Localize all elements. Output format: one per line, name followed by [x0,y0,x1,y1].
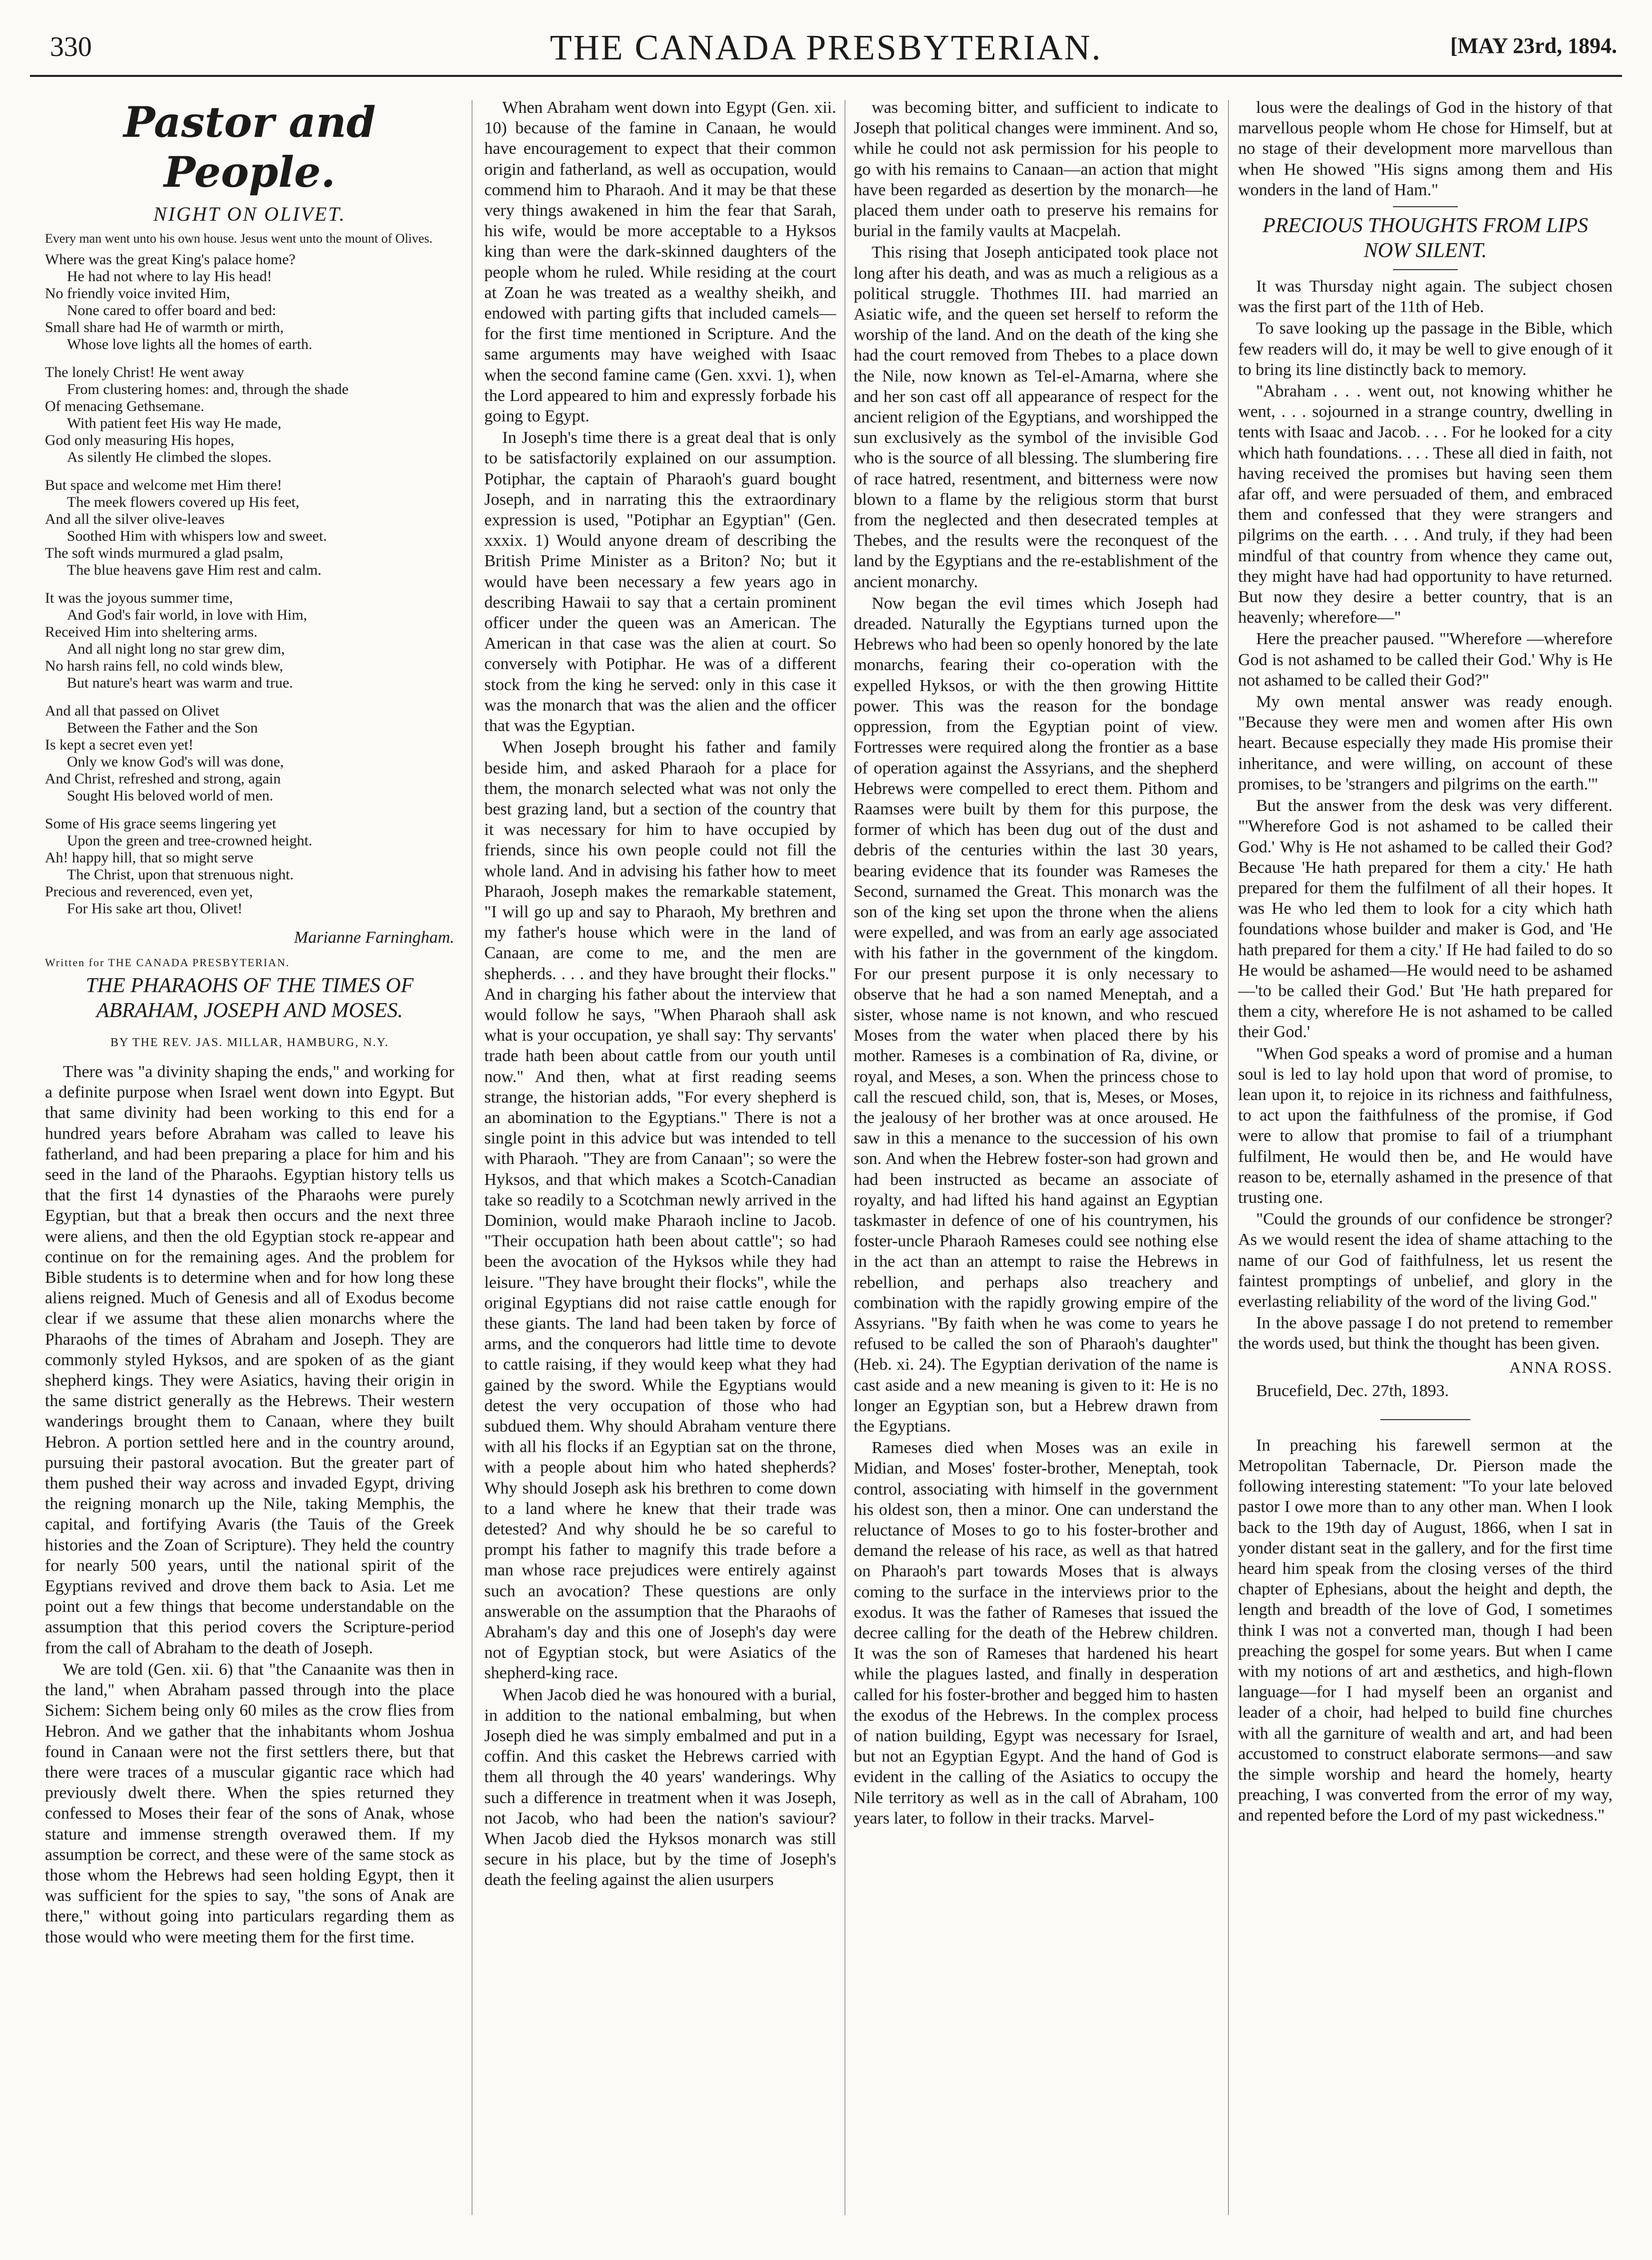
paragraph: My own mental answer was ready enough. "Because they were men and women after His own heart. Because especially they made His promise their inheritance, and were willing, on account of these promises, to be 'strangers and pilgrims on the earth.'" [1238,693,1613,793]
poem-line: And all the silver olive-leaves [45,511,225,527]
column-rule [1228,100,1229,2215]
paragraph: When Jacob died he was honoured with a burial, in addition to the national embalming, but when Joseph died he was simply embalmed and put in a coffin. And this casket the Hebrews carried with them all through the 40 years' wanderings. Why such a difference in treatment when it was Joseph, not Jacob, who had been the nation's saviour? When Jacob died the Hyksos monarch was still secure in his place, but by the time of Joseph's death the feeling against the alien usurpers [484,1685,836,1889]
paragraph: In preaching his farewell sermon at the Metropolitan Tabernacle, Dr. Pierson made the following interesting statement: "To your late beloved pastor I owe more than to any other man. When I look back to the 19th day of August, 1866, when I sat in yonder distant seat in the gallery, and for the first time heard him speak from the closing verses of the third chapter of Ephesians, about the height and depth, the length and breadth of the love of God, I sometimes think I was not a converted man, though I had been preaching the gospel for some years. But when I came with my notions of art and æsthetics, and high-flown language—for I had myself been an organist and leader of a choir, had helped to build fine churches with all the garniture of wealth and art, and had been accustomed to construct elaborate sermons—and saw the simple worship and heard the homely, hearty preaching, I was converted from the error of my way, and repented before the Lord of my past wickedness." [1238,1436,1613,1825]
poem-line: And Christ, refreshed and strong, again [45,770,281,787]
article-text [1238,97,1613,200]
paragraph: "When God speaks a word of promise and a human soul is led to lay hold upon that word of promise, to lean upon it, to rejoice in its richness and faithfulness, to act upon the faithfulness of the promise, if God were to allow that promise to fail of a triumphant fulfilment, He would then be, and He would have reason to be, eternally ashamed in the presence of that trusting one. [1238,1044,1613,1207]
poem-line: Received Him into sheltering arms. [45,624,258,640]
poem-line: With patient feet His way He made, [67,415,282,431]
poem-title: NIGHT ON OLIVET. [153,203,346,225]
section-title: Pastor and People. [123,97,376,197]
poem-line: For His sake art thou, Olivet! [67,900,243,917]
paragraph: Rameses died when Moses was an exile in Midian, and Moses' foster-brother, Meneptah, took control, associating with himself in the government his oldest son, then a minor. One can understand the reluctance of Moses to go to his foster-brother and demand the release of his race, as well as that hatred on Pharaoh's part towards Moses that is always coming to the surface in the interviews prior to the exodus. It was the father of Rameses that issued the decree calling for the death of the Hebrew children. It was the son of Rameses that hardened his heart while the plagues lasted, and finally in desperation called for his foster-brother and begged him to hasten the exodus of the Hebrews. In the complex process of nation building, Egypt was necessary for Israel, but not an Egyptian Egypt. And the hand of God is evident in the calling of the Asiatics to occupy the Nile territory as well as in the call of Abraham, 100 years later, to follow in their tracks. Marvel- [854,1439,1218,1828]
poem-line: The soft winds murmured a glad psalm, [45,545,284,561]
poem-line: Where was the great King's palace home? [45,251,296,268]
paragraph: lous were the dealings of God in the history of that marvellous people whom He chose for Himself, but at no stage of their development more marvellous than when He showed "His signs among them and His wonders in the land of Ham." [1238,98,1613,199]
paragraph: We are told (Gen. xii. 6) that "the Canaanite was then in the land," when Abraham passed through into the place Sichem: Sichem being only 60 miles as the crow flies from Hebron. And we gather that the inhabitants whom Joshua found in Canaan were not the first settlers there, but that there were traces of a muscular gigantic race which had previously dwelt there. When the spies returned they confessed to Moses their fear of the sons of Anak, whose stature and immense strength overawed them. If my assumption be correct, and these were of the same stock as those whom the Hebrews had seen holding Egypt, then it was sufficient for the spies to say, "the sons of Anak are there," without going into particulars regarding them as those would who were meeting them for the first time. [45,1660,454,1946]
paragraph: In Joseph's time there is a great deal that is only to be satisfactorily explained on our assumption. Potiphar, the captain of Pharaoh's guard bought Joseph, and in narrating this the extraordinary expression is used, "Potiphar an Egyptian" (Gen. xxxix. 1) Would anyone dream of describing the British Prime Minister as a Briton? No; but it would have been necessary a few years ago in describing Hawaii to say that a certain prominent officer under the queen was an American. The American in that case was the alien at court. So conversely with Potiphar. He was of a different stock from the king he served: only in this case it was the monarch that was the alien and the officer that was the Egyptian. [484,428,836,736]
poem-line: God only measuring His hopes, [45,432,235,448]
poem-line: Soothed Him with whispers low and sweet. [67,528,327,544]
poem-line: The Christ, upon that strenuous night. [67,866,294,883]
poem-stanza [45,364,454,466]
divider [1393,269,1458,270]
signature: ANNA ROSS. [1509,1358,1613,1376]
poem-stanza [45,251,454,353]
paragraph: This rising that Joseph anticipated took place not long after his death, and was as much a religious as a political struggle. Thothmes III. had married an Asiatic wife, and the queen set herself to reform the worship of the land. And on the death of the king she had the court removed from Thebes to a place down the Nile, now known as Tel-el-Amarna, where she and her son cast off all appearance of respect for the ancient religion of the Egyptians, and worshipped the sun exclusively as the symbol of the invisible God who is the source of all blessing. The slumbering fire of race hatred, resentment, and bitterness were now blown to a flame by the religious storm that burst from the neglected and then desecrated temples at Thebes, and the results were the reconquest of the land by the Egyptians and the re-establishment of the ancient monarchy. [854,243,1218,591]
poem-line: Sought His beloved world of men. [67,787,274,804]
signature-date: Brucefield, Dec. 27th, 1893. [1256,1381,1449,1400]
paragraph: To save looking up the passage in the Bible, which few readers will do, it may be well to give enough of it to bring its line distinctly back to memory. [1238,319,1613,379]
column-3 [854,97,1218,1830]
paragraph: But the answer from the desk was very different. "'Wherefore God is not ashamed to be called their God.' Why is He not ashamed to be called their God? Because 'He hath prepared for them a city.' He hath prepared for them the fulfilment of all their hopes. It was He who led them to look for a city which hath foundations whose builder and maker is God, and 'He hath prepared for them a city.' If He had failed to do so He would be ashamed—He would need to be ashamed—'to be called their God.' But 'He hath prepared for them a city, wherefore He is not ashamed to be called their God.' [1238,796,1613,1042]
page-number: 330 [50,31,92,62]
masthead: THE CANADA PRESBYTERIAN. [550,27,1102,67]
divider [1380,1419,1470,1420]
poem-line: Precious and reverenced, even yet, [45,883,253,900]
poem-line: And all night long no star grew dim, [67,641,285,657]
poem-stanza [45,815,454,917]
page-header [30,20,1622,77]
paragraph: There was "a divinity shaping the ends," and working for a definite purpose when Israel went down into Egypt. But that same divinity had been working to this end for a hundred years before Abraham was called to leave his fatherland, and had been preparing a place for him and his seed in the land of the Pharaohs. Egyptian history tells us that the first 14 dynasties of the Pharaohs were purely Egyptian, but that a break then occurs and the next three were aliens, and then the old Egyptian stock re-appear and continue on for the remaining ages. And the problem for Bible students is to determine when and for how long these aliens reigned. Much of Genesis and all of Exodus become clear if we assume that these alien monarchs where the Pharaohs of the times of Abraham and Joseph. They are commonly styled Hyksos, and are spoken of as the giant shepherd kings. They were Asiatics, having their origin in the same district generally as the Hebrews. Their western wanderings brought them to Canaan, where they built Hebron. A portion settled here and in the country around, pursuing their pastoral avocation. But the greater part of them pushed their way across and invaded Egypt, driving the reigning monarch up the Nile, taking Memphis, the capital, and fortifying Avaris (the Tauis of the Greek histories and the Zoan of Scripture). They held the country for nearly 500 years, until the national spirit of the Egyptians revived and drove them back to Asia. Let me point out a few things that become understandable on the assumption that this period covers the Scripture-period from the call of Abraham to the death of Joseph. [45,1063,454,1657]
article-title: PRECIOUS THOUGHTS FROM LIPS NOW SILENT. [1262,214,1589,263]
poem-line: Is kept a secret even yet! [45,737,194,753]
poem-line: Small share had He of warmth or mirth, [45,319,284,336]
article-text [45,1062,454,1947]
paragraph: In the above passage I do not pretend to remember the words used, but think the thought has been given. [1238,1314,1613,1353]
poem-line: None cared to offer board and bed: [67,302,277,319]
paragraph: When Joseph brought his father and family beside him, and asked Pharaoh for a place for them, the monarch selected what was not only the best grazing land, but a section of the country that it was necessary for him to have occupied by friends, since his own people could not fill the whole land. And in advising his father how to meet Pharaoh, Joseph makes the remarkable statement, "I will go up and say to Pharaoh, My brethren and my father's house which were in the land of Canaan, are come to me, and the men are shepherds. . . . and they have brought their flocks." And in charging his father about the interview that would follow he says, "When Pharaoh shall ask what is your occupation, ye shall say: Thy servants' trade hath been about cattle from our youth until now." And then, what at first reading seems strange, the historian adds, "For every shepherd is an abomination to the Egyptians." There is not a single point in this advice but was intended to tell with Pharaoh. "They are from Canaan"; so were the Hyksos, and that which makes a Scotch-Canadian take so readily to a Scotchman newly arrived in the Dominion, would make Pharaoh incline to Jacob. "Their occupation hath been about cattle"; so had been the avocation of the Hyksos while they had leisure. "They have brought their flocks", while the original Egyptians did not raise cattle enough for these giants. The land had been taken by force of arms, and the conquerors had little time to devote to cattle raising, if they would keep what they had gained by the sword. While the Egyptians would detest the very occupation of those who had subdued them. Why should Abraham venture there with all his flocks if an Egyptian sat on the throne, with a people about him who hated shepherds? Why should Joseph ask his brethren to come down to a land where he knew that their trade was detested? And why should he be so careful to prompt his father to magnify this trade before a man whose race prejudices were entirely against such an avocation? These questions are only answerable on the assumption that the Pharaohs of Abraham's day and this one of Joseph's day were not of Egyptian stock, but were Asiatics of the shepherd-king race. [484,738,836,1683]
poem-line: Upon the green and tree-crowned height. [67,832,313,849]
poem-stanza [45,590,454,692]
article-byline: BY THE REV. JAS. MILLAR, HAMBURG, N.Y. [110,1036,389,1049]
poem-line: Whose love lights all the homes of earth. [67,336,313,353]
poem-line: But nature's heart was warm and true. [67,675,293,691]
article-text [484,97,836,1890]
poem-line: The meek flowers covered up His feet, [67,494,300,510]
poem-line: From clustering homes: and, through the shade [67,381,349,397]
article-title: THE PHARAOHS OF THE TIMES OF ABRAHAM, JOSEPH AND MOSES. [85,974,414,1022]
poem-line: As silently He climbed the slopes. [67,449,272,465]
article-text [854,97,1218,1829]
poem-line: He had not where to lay His head! [67,268,272,285]
paragraph: When Abraham went down into Egypt (Gen. xii. 10) because of the famine in Canaan, he would have encouragement to expect that their common origin and fatherland, as well as occupation, would commend him to Pharaoh. And it may be that these very things awakened in him the fear that Sarah, his wife, would be more acceptable to a Hyksos king than were the dark-skinned daughters of the people whom he ruled. While residing at the court at Zoan he was treated as a wealthy sheikh, and endowed with parting gifts that included camels—for the first time mentioned in Scripture. And the same arguments may have weighed with Isaac when the second famine came (Gen. xxvi. 1), when the Lord appeared to him and expressly forbade his going to Egypt. [484,98,836,426]
column-1 [45,97,454,1948]
poem-author: Marianne Farningham. [294,928,454,947]
paragraph: "Could the grounds of our confidence be stronger? As we would resent the idea of shame attaching to the name of our God of faithfulness, let us resent the faintest promptings of unbelief, and glory in the everlasting reliability of the word of the living God." [1238,1210,1613,1311]
written-for-note: Written for THE CANADA PRESBYTERIAN. [45,956,290,969]
poem-line: Of menacing Gethsemane. [45,398,205,414]
poem-body [45,251,454,917]
article-text [1238,276,1613,1354]
poem-line: And all that passed on Olivet [45,703,220,719]
column-2 [484,97,836,1891]
poem-stanza [45,703,454,804]
poem-line: The blue heavens gave Him rest and calm. [67,562,322,578]
poem-line: Between the Father and the Son [67,720,258,736]
paragraph: It was Thursday night again. The subject chosen was the first part of the 11th of Heb. [1238,277,1613,317]
paragraph: Now began the evil times which Joseph had dreaded. Naturally the Egyptians turned upon the Hebrews who had been so openly honored by the late monarchs, fearing their co-operation with the expelled Hyksos, or with the then growing Hittite power. This was the reason for the bondage oppression, from the Egyptian point of view. Fortresses were required along the frontier as a base of operation against the Assyrians, and the shepherd Hebrews were compelled to erect them. Pithom and Raamses were built by them for this purpose, the former of which has been dug out of the dust and debris of the centuries within the last 30 years, bearing evidence that its founder was Rameses the Second, surnamed the Great. This monarch was the son of the king set upon the throne when the aliens were expelled, and was from an early age associated with his father in the government of the kingdom. For our present purpose it is only necessary to observe that he had a son named Meneptah, and a sister, whose name is not known, and who rescued Moses from the water when placed there by his mother. Rameses is a combination of Ra, divine, or royal, and Meses, a son. When the princess chose to call the rescued child, son, that is, Meses, or Moses, the jealousy of her brother was at once aroused. He saw in this a menance to the succession of his own son. And when the Hebrew foster-son had grown and had been instructed as became an associate of royalty, and had lifted his hand against an Egyptian taskmaster in defence of one of his countrymen, his foster-uncle Pharaoh Rameses could see nothing else in the act than an attempt to raise the Hebrews in rebellion, and perhaps also treachery and combination with the rapidly growing empire of the Assyrians. "By faith when he was come to years he refused to be called the son of Pharaoh's daughter" (Heb. xi. 24). The Egyptian derivation of the name is cast aside and a new meaning is given to it: He is no longer an Egyptian son, but a Hebrew drawn from the Egyptians. [854,594,1218,1436]
poem-line: But space and welcome met Him there! [45,477,282,493]
poem-line: And God's fair world, in love with Him, [67,607,308,623]
poem-line: It was the joyous summer time, [45,590,233,606]
poem-stanza [45,477,454,579]
issue-date: [MAY 23rd, 1894. [1450,33,1617,58]
poem-line: No harsh rains fell, no cold winds blew, [45,658,284,674]
poem-epigraph: Every man went unto his own house. Jesus went unto the mount of Olives. [45,231,433,246]
paragraph: was becoming bitter, and sufficient to indicate to Joseph that political changes were imminent. And so, while he could not ask permission for his people to go with his remains to Canaan—an action that might have been regarded as desertion by the monarch—he placed them under oath to preserve his remains for burial in the family vaults at Macpelah. [854,98,1218,241]
poem-line: The lonely Christ! He went away [45,364,245,380]
poem-line: Ah! happy hill, that so might serve [45,849,254,866]
poem-line: Only we know God's will was done, [67,753,284,770]
divider [1393,206,1458,207]
poem-line: Some of His grace seems lingering yet [45,815,277,832]
paragraph: Here the preacher paused. "'Wherefore —wherefore God is not ashamed to be called their God.' Why is He not ashamed to be called their God?" [1238,630,1613,690]
poem-line: No friendly voice invited Him, [45,285,230,302]
paragraph: "Abraham . . . went out, not knowing whither he went, . . . sojourned in a strange country, dwelling in tents with Isaac and Jacob. . . . For he looked for a city which hath foundations. . . . These all died in faith, not having received the promises but having seen them afar off, and were persuaded of them, and embraced them and confessed that they were strangers and pilgrims on the earth. . . . And truly, if they had been mindful of that country from whence they came out, they might have had had opportunity to have returned. But now they desire a better country, that is an heavenly; wherefore—" [1238,382,1613,627]
column-4 [1238,97,1613,1827]
